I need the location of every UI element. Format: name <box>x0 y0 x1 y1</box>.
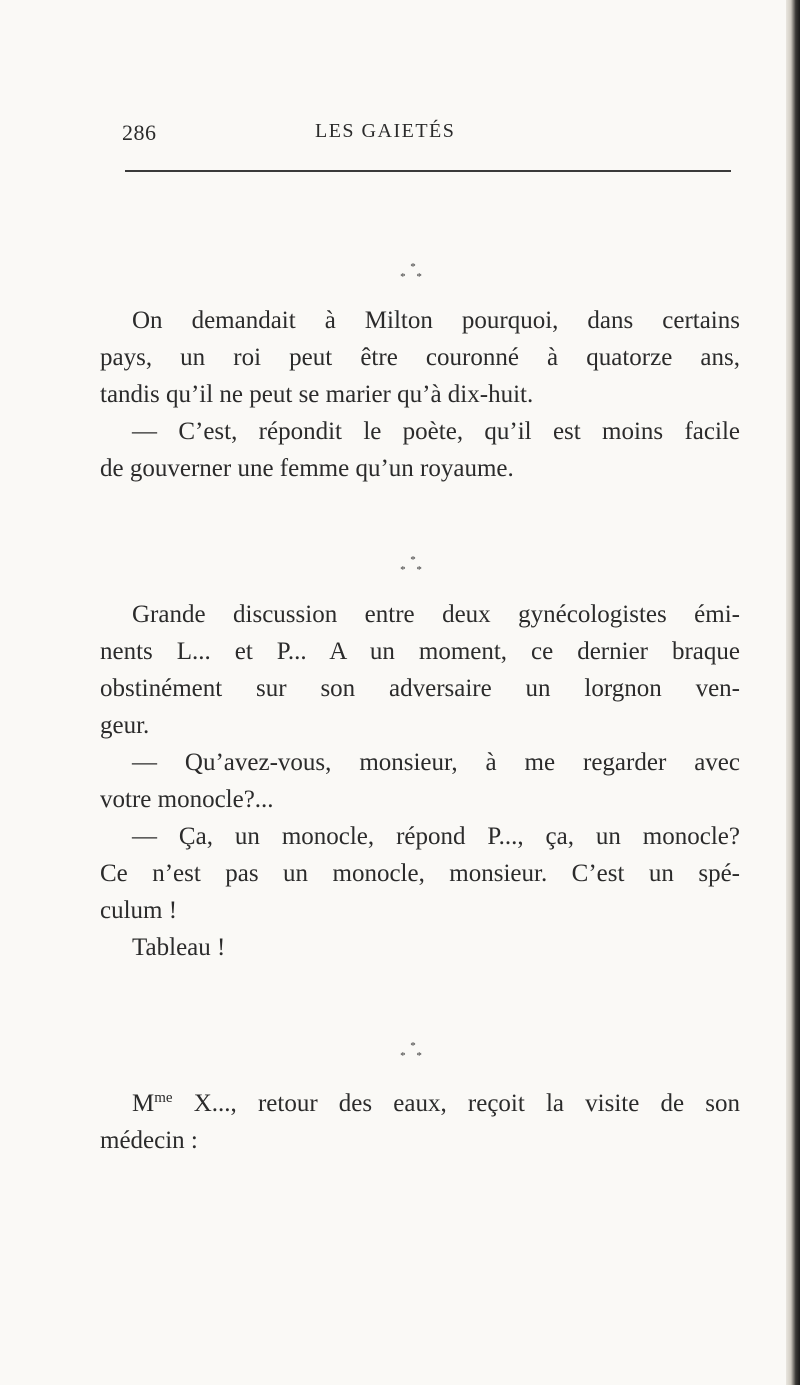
text-line: nents L... et P... A un moment, ce dernier braque <box>100 638 740 665</box>
text-line: médecin : <box>100 1127 198 1154</box>
page-edge-shadow <box>786 0 800 1385</box>
text-line: On demandait à Milton pourquoi, dans certains <box>132 307 740 334</box>
page-number: 286 <box>122 120 157 145</box>
text-line: culum ! <box>100 897 178 924</box>
anecdote-monocle <box>100 596 740 966</box>
asterism-separator-1 <box>0 262 800 282</box>
text-line: — C’est, répondit le poète, qu’il est moins facile <box>132 418 740 445</box>
page-header <box>122 120 732 154</box>
text-line: Tableau ! <box>132 934 226 961</box>
text-line <box>100 1080 740 1122</box>
text-line: — Ça, un monocle, répond P..., ça, un monocle? <box>132 823 740 850</box>
asterism-separator-2 <box>0 555 800 575</box>
text-line: Grande discussion entre deux gynécologistes émi- <box>132 601 740 628</box>
text-line: Ce n’est pas un monocle, monsieur. C’est un spé- <box>100 860 740 887</box>
asterism-bottom: * * <box>400 1050 426 1062</box>
text-line: de gouverner une femme qu’un royaume. <box>100 455 514 482</box>
header-rule <box>125 170 731 172</box>
text-line: obstinément sur son adversaire un lorgnon ven- <box>100 675 740 702</box>
line-rest: X..., retour des eaux, reçoit la visite de son <box>172 1090 740 1117</box>
text-line: pays, un roi peut être couronné à quatorze ans, <box>100 344 740 371</box>
anecdote-milton <box>100 302 740 487</box>
asterism-top: * <box>410 554 416 566</box>
title-prefix: M <box>132 1090 155 1117</box>
running-head: LES GAIETÉS <box>315 120 456 142</box>
text-line: tandis qu’il ne peut se marier qu’à dix-huit. <box>100 381 534 408</box>
text-line: geur. <box>100 712 150 739</box>
text-line: votre monocle?... <box>100 786 274 813</box>
title-superscript: me <box>154 1090 173 1106</box>
asterism-bottom: * * <box>400 564 426 576</box>
anecdote-visite <box>100 1080 740 1159</box>
asterism-separator-3 <box>0 1041 800 1061</box>
text-line: — Qu’avez-vous, monsieur, à me regarder avec <box>132 749 740 776</box>
asterism-top: * <box>410 261 416 273</box>
asterism-bottom: * * <box>400 271 426 283</box>
asterism-top: * <box>410 1040 416 1052</box>
